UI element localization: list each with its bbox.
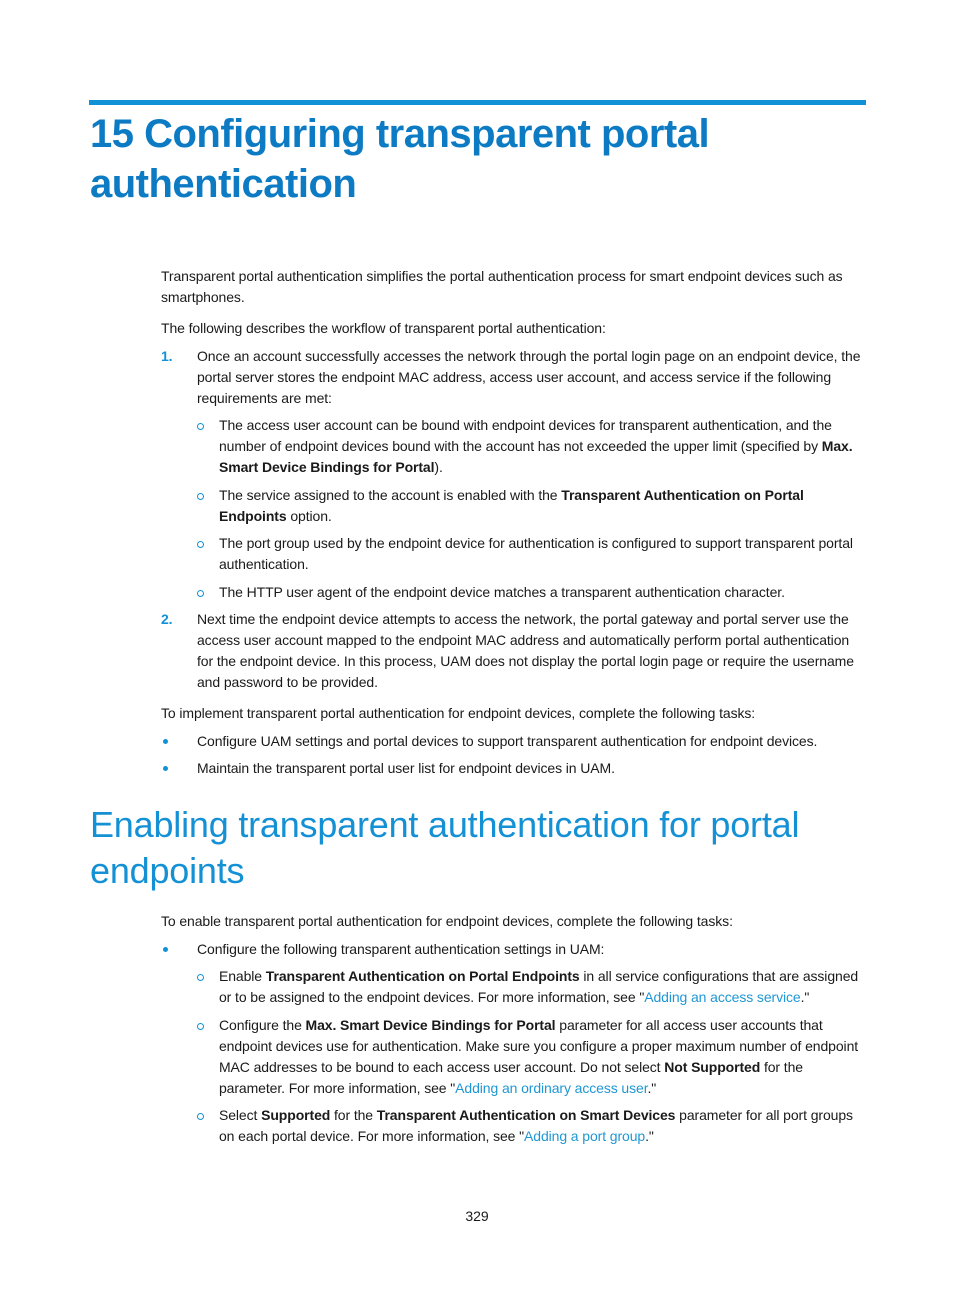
circle-bullet-icon — [197, 1113, 204, 1120]
bullet-icon — [163, 947, 168, 952]
setting-item — [197, 1105, 866, 1147]
chapter-title: 15 Configuring transparent portal authentication — [90, 112, 710, 206]
workflow-step-1 — [161, 346, 866, 603]
bold-term-supported: Supported — [261, 1107, 331, 1123]
step-text: Once an account successfully accesses the network through the portal login page on an endpoint device, the portal server stores the endpoint MAC address, access user account, and access service if the following requirements are met: — [197, 347, 861, 406]
requirement-text: The access user account can be bound with endpoint devices for transparent authentication, and the number of endpoint devices bound with the account has not exceeded the upper limit (specified by — [219, 417, 832, 454]
requirement-text: The port group used by the endpoint device for authentication is configured to support transparent portal authentication. — [219, 535, 853, 572]
section-title: Enabling transparent authentication for portal endpoints — [90, 804, 800, 891]
circle-bullet-icon — [197, 423, 204, 430]
task-item — [161, 939, 866, 1148]
task-text: Configure UAM settings and portal devices to support transparent authentication for endpoint devices. — [197, 732, 818, 749]
circle-bullet-icon — [197, 590, 204, 597]
tasks-intro-paragraph: To implement transparent portal authentication for endpoint devices, complete the following tasks: — [161, 705, 756, 721]
workflow-step-2 — [161, 609, 866, 693]
circle-bullet-icon — [197, 493, 204, 500]
task-text: Maintain the transparent portal user list for endpoint devices in UAM. — [197, 760, 615, 776]
chapter-title-rule — [89, 100, 866, 105]
requirement-text: option. — [286, 507, 332, 524]
requirement-item — [197, 485, 866, 527]
requirement-text: The HTTP user agent of the endpoint device matches a transparent authentication character. — [219, 583, 785, 600]
setting-item — [197, 966, 866, 1008]
setting-text: for the parameter. For more information, see " — [219, 1058, 803, 1096]
circle-bullet-icon — [197, 1023, 204, 1030]
setting-text: Configure the — [219, 1016, 306, 1033]
setting-text: Select — [219, 1107, 262, 1123]
bold-term-transparent-auth-smart-devices: Transparent Authentication on Smart Devices — [376, 1107, 676, 1123]
circle-bullet-icon — [197, 974, 204, 981]
step-text: Next time the endpoint device attempts to access the network, the portal gateway and portal server use the access user account mapped to the endpoint MAC address and automatically perform portal authentication for the endpoint device. In this process, UAM does not display the portal login page or require the username and password to be provided. — [197, 611, 854, 690]
task-item — [161, 731, 866, 752]
bold-term-not-supported: Not Supported — [664, 1058, 761, 1075]
bold-term-transparent-auth-endpoints: Transparent Authentication on Portal Endpoints — [219, 486, 804, 524]
bold-term-max-bindings: Max. Smart Device Bindings for Portal — [219, 438, 853, 475]
workflow-intro-paragraph: The following describes the workflow of transparent portal authentication: — [161, 320, 606, 336]
circle-bullet-icon — [197, 541, 204, 548]
bold-term-max-bindings: Max. Smart Device Bindings for Portal — [305, 1016, 556, 1033]
intro-paragraph: Transparent portal authentication simplifies the portal authentication process for smart endpoint devices such as smartphones. — [161, 268, 843, 305]
requirement-item — [197, 533, 866, 575]
link-adding-an-ordinary-access-user[interactable]: Adding an ordinary access user — [455, 1079, 648, 1096]
setting-text: ." — [800, 989, 810, 1005]
setting-text: Enable — [219, 968, 266, 984]
step-number: 2. — [161, 611, 173, 627]
link-adding-a-port-group[interactable]: Adding a port group — [524, 1128, 646, 1144]
setting-text: parameter for all access user accounts that endpoint devices use for authentication. Make sure you configure a proper maximum number of endpoint MAC addresses to be bound to each access user account. Do not select — [219, 1016, 859, 1075]
page-body — [90, 266, 866, 1147]
bullet-icon — [163, 766, 168, 771]
setting-text: parameter for all port groups on each portal device. For more information, see " — [219, 1107, 853, 1144]
bold-term-transparent-auth-endpoints: Transparent Authentication on Portal Endpoints — [265, 968, 580, 984]
setting-item — [197, 1015, 866, 1099]
setting-text: ." — [647, 1079, 657, 1096]
page-number: 329 — [465, 1208, 489, 1224]
bullet-icon — [163, 739, 168, 744]
requirement-text: ). — [434, 459, 443, 475]
task-text: Configure the following transparent authentication settings in UAM: — [197, 940, 605, 957]
step-number: 1. — [161, 347, 173, 364]
task-item — [161, 758, 866, 779]
requirement-item — [197, 582, 866, 603]
requirement-text: The service assigned to the account is enabled with the — [219, 486, 562, 503]
setting-text: in all service configurations that are assigned or to be assigned to the endpoint devices. For more information, see " — [219, 968, 859, 1005]
requirement-item — [197, 415, 866, 478]
link-adding-an-access-service[interactable]: Adding an access service — [644, 989, 801, 1005]
setting-text: ." — [645, 1128, 654, 1144]
section-intro-paragraph: To enable transparent portal authentication for endpoint devices, complete the following tasks: — [161, 913, 733, 929]
setting-text: for the — [330, 1107, 377, 1123]
